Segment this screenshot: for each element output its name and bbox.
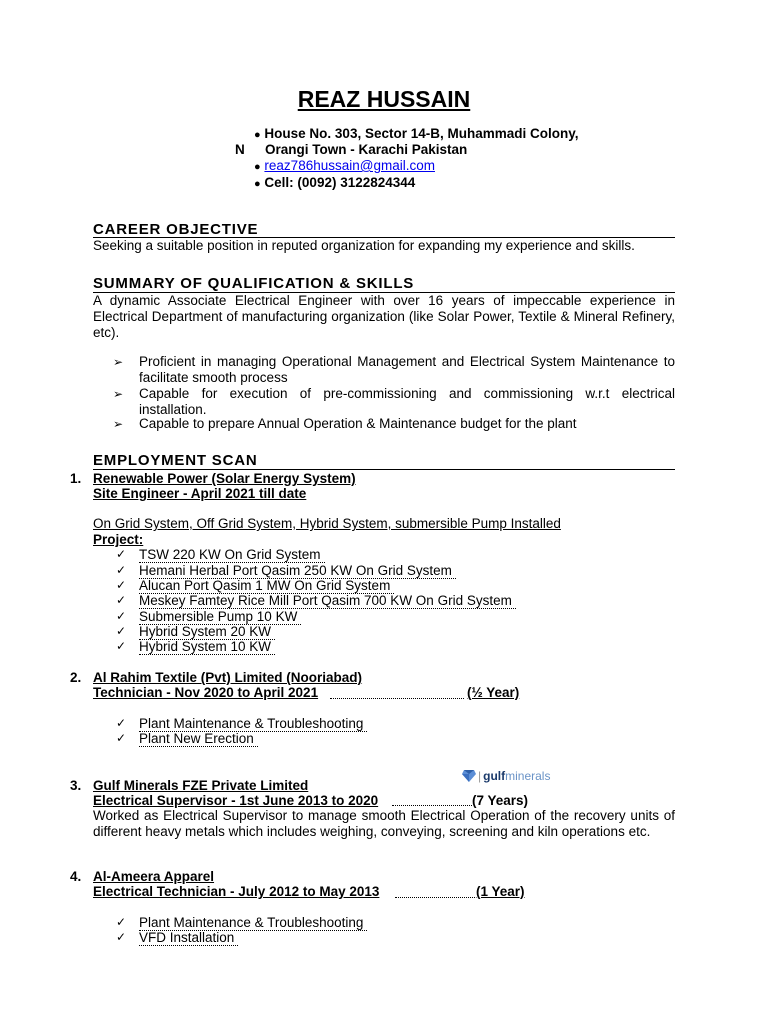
check-icon: ✓ bbox=[116, 930, 127, 944]
summary-point: ➢ Capable to prepare Annual Operation & Maintenance budget for the plant bbox=[113, 416, 577, 431]
career-objective-heading: CAREER OBJECTIVE bbox=[93, 221, 259, 238]
arrow-bullet-icon: ➢ bbox=[113, 355, 124, 369]
duty-item: ✓ Plant Maintenance & Troubleshooting bbox=[116, 915, 367, 931]
summary-heading: SUMMARY OF QUALIFICATION & SKILLS bbox=[93, 275, 415, 292]
dotted-leader bbox=[395, 897, 475, 898]
check-icon: ✓ bbox=[116, 731, 127, 745]
job-role: Electrical Technician - July 2012 to May 2013 bbox=[93, 884, 380, 899]
summary-point: ➢ Capable for execution of pre-commissioning and commissioning w.r.t electrical installation. bbox=[113, 386, 675, 417]
duty-item: ✓ Plant New Erection bbox=[116, 731, 258, 747]
duty-item: ✓ Plant Maintenance & Troubleshooting bbox=[116, 716, 367, 732]
check-icon: ✓ bbox=[116, 547, 127, 561]
job-role: Site Engineer - April 2021 till date bbox=[93, 486, 307, 501]
address-line-2: N Orangi Town - Karachi Pakistan bbox=[235, 142, 468, 157]
employment-heading: EMPLOYMENT SCAN bbox=[93, 452, 258, 469]
dotted-leader bbox=[330, 698, 464, 699]
cell-line: ● Cell: (0092) 3122824344 bbox=[254, 175, 416, 190]
job-scope: On Grid System, Off Grid System, Hybrid System, submersible Pump Installed bbox=[93, 516, 561, 531]
job-company: Renewable Power (Solar Energy System) bbox=[93, 471, 356, 486]
check-icon: ✓ bbox=[116, 716, 127, 730]
dotted-leader bbox=[392, 805, 472, 806]
job-role: Electrical Supervisor - 1st June 2013 to 2020 bbox=[93, 793, 379, 808]
check-icon: ✓ bbox=[116, 578, 127, 592]
resume-name: REAZ HUSSAIN bbox=[297, 86, 471, 112]
career-objective-text: Seeking a suitable position in reputed organization for expanding my experience and skills. bbox=[93, 238, 635, 253]
gulf-minerals-logo: | gulfminerals bbox=[462, 769, 550, 783]
heading-rule bbox=[93, 469, 675, 470]
job-duration: (½ Year) bbox=[467, 685, 520, 700]
job-number: 3. bbox=[70, 778, 82, 793]
diamond-icon bbox=[462, 770, 476, 782]
summary-point: ➢ Proficient in managing Operational Management and Electrical System Maintenance to facilitate smooth process bbox=[113, 354, 675, 385]
duty-item: ✓ VFD Installation bbox=[116, 930, 238, 946]
email-line bbox=[254, 158, 435, 175]
check-icon: ✓ bbox=[116, 639, 127, 653]
job-duration: (1 Year) bbox=[476, 884, 525, 899]
project-item: ✓ Submersible Pump 10 KW bbox=[116, 609, 301, 625]
check-icon: ✓ bbox=[116, 593, 127, 607]
project-item: ✓ Hybrid System 20 KW bbox=[116, 624, 275, 640]
job-company: Al-Ameera Apparel bbox=[93, 869, 215, 884]
check-icon: ✓ bbox=[116, 609, 127, 623]
project-item: ✓ TSW 220 KW On Grid System bbox=[116, 547, 325, 563]
summary-text: A dynamic Associate Electrical Engineer with over 16 years of impeccable experience in Electrical Department of manufacturing organization (like Solar Power, Textile & Mineral Refinery, etc). bbox=[93, 293, 675, 340]
email-link[interactable]: reaz786hussain@gmail.com bbox=[264, 158, 435, 173]
address-line-1: ● House No. 303, Sector 14-B, Muhammadi Colony, bbox=[254, 126, 579, 141]
project-item: ✓ Hybrid System 10 KW bbox=[116, 639, 275, 655]
job-number: 4. bbox=[70, 869, 82, 884]
bullet-icon: ● bbox=[254, 178, 261, 190]
bullet-icon: ● bbox=[254, 129, 261, 141]
check-icon: ✓ bbox=[116, 624, 127, 638]
bullet-icon: ● bbox=[254, 161, 261, 173]
project-item: ✓ Meskey Famtey Rice Mill Port Qasim 700 KW On Grid System bbox=[116, 593, 516, 609]
job-role: Technician - Nov 2020 to April 2021 bbox=[93, 685, 319, 700]
project-label: Project: bbox=[93, 532, 144, 547]
job-description: Worked as Electrical Supervisor to manage smooth Electrical Operation of the recovery units of different heavy metals which includes weighing, conveying, screening and kiln operations etc. bbox=[93, 808, 675, 839]
job-company: Gulf Minerals FZE Private Limited bbox=[93, 778, 309, 793]
job-company: Al Rahim Textile (Pvt) Limited (Nooriabad) bbox=[93, 670, 363, 685]
job-duration: (7 Years) bbox=[472, 793, 529, 808]
job-number: 2. bbox=[70, 670, 82, 685]
job-number: 1. bbox=[70, 471, 82, 486]
check-icon: ✓ bbox=[116, 915, 127, 929]
project-item: ✓ Hemani Herbal Port Qasim 250 KW On Grid System bbox=[116, 563, 456, 579]
arrow-bullet-icon: ➢ bbox=[113, 417, 124, 431]
arrow-bullet-icon: ➢ bbox=[113, 387, 124, 401]
check-icon: ✓ bbox=[116, 563, 127, 577]
project-item: ✓ Alucan Port Qasim 1 MW On Grid System bbox=[116, 578, 394, 594]
